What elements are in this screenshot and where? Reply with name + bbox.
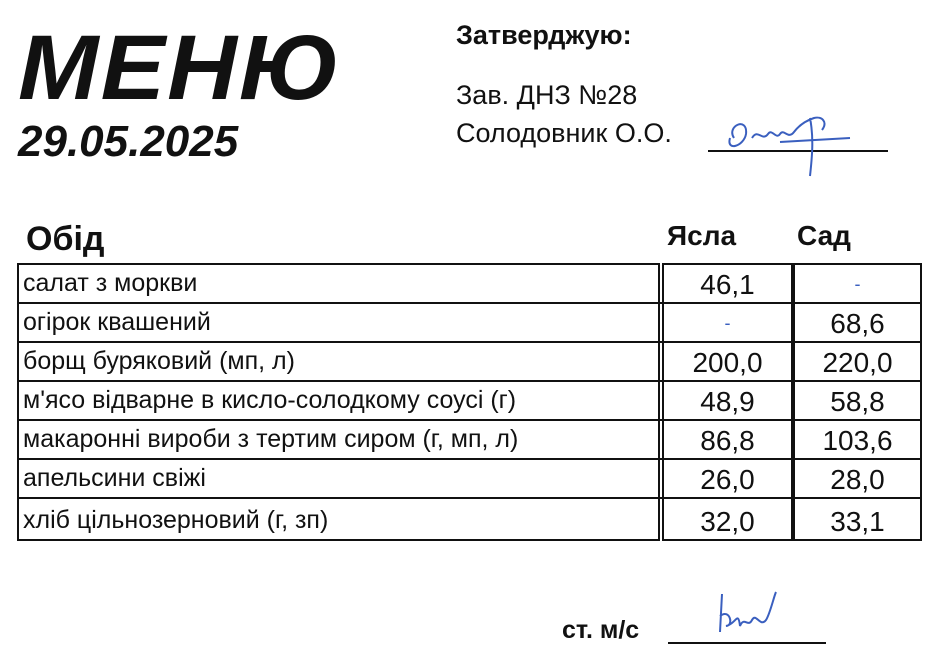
row-divider: [17, 341, 922, 343]
menu-date: 29.05.2025: [18, 117, 239, 166]
table-row-nursery-value: 26,0: [700, 464, 755, 495]
table-row-dish: м'ясо відварне в кисло-солодкому соусі (г): [23, 386, 517, 414]
column-header-nursery: Ясла: [667, 220, 737, 251]
table-row-dish: борщ буряковий (мп, л): [23, 347, 295, 375]
row-divider: [17, 302, 922, 304]
page-title: МЕНЮ: [18, 17, 342, 119]
table-row-kindergarten-value: 33,1: [830, 506, 885, 537]
table-row-dish: макаронні вироби з тертим сиром (г, мп, л): [23, 425, 519, 453]
table-row-dish: огірок квашений: [23, 308, 211, 336]
table-row-dish: салат з моркви: [23, 269, 198, 297]
table-row-kindergarten-value: 68,6: [830, 308, 885, 339]
table-row-nursery-value: 32,0: [700, 506, 755, 537]
nurse-signature: [712, 586, 802, 647]
table-row-dish: апельсини свіжі: [23, 464, 206, 492]
row-divider: [17, 458, 922, 460]
meal-heading: Обід: [26, 220, 105, 258]
row-divider: [17, 497, 922, 499]
row-divider: [17, 380, 922, 382]
table-row-nursery-value: 46,1: [700, 269, 755, 300]
table-row-nursery-value: 86,8: [700, 425, 755, 456]
approval-position: Зав. ДНЗ №28: [456, 80, 638, 110]
row-divider: [17, 419, 922, 421]
table-row-kindergarten-value: 28,0: [830, 464, 885, 495]
table-row-nursery-value: 200,0: [692, 347, 763, 378]
director-signature: [718, 98, 858, 187]
table-row-kindergarten-value: -: [854, 274, 861, 294]
table-row-dish: хліб цільнозерновий (г, зп): [23, 506, 329, 534]
table-row-kindergarten-value: 103,6: [822, 425, 893, 456]
approval-name: Солодовник О.О.: [456, 118, 672, 148]
table-row-nursery-value: 48,9: [700, 386, 755, 417]
column-header-kindergarten: Сад: [797, 220, 851, 251]
approval-heading: Затверджую:: [456, 20, 632, 50]
nurse-label: ст. м/с: [562, 616, 640, 644]
table-row-nursery-value: -: [724, 313, 731, 333]
table-row-kindergarten-value: 58,8: [830, 386, 885, 417]
table-row-kindergarten-value: 220,0: [822, 347, 893, 378]
